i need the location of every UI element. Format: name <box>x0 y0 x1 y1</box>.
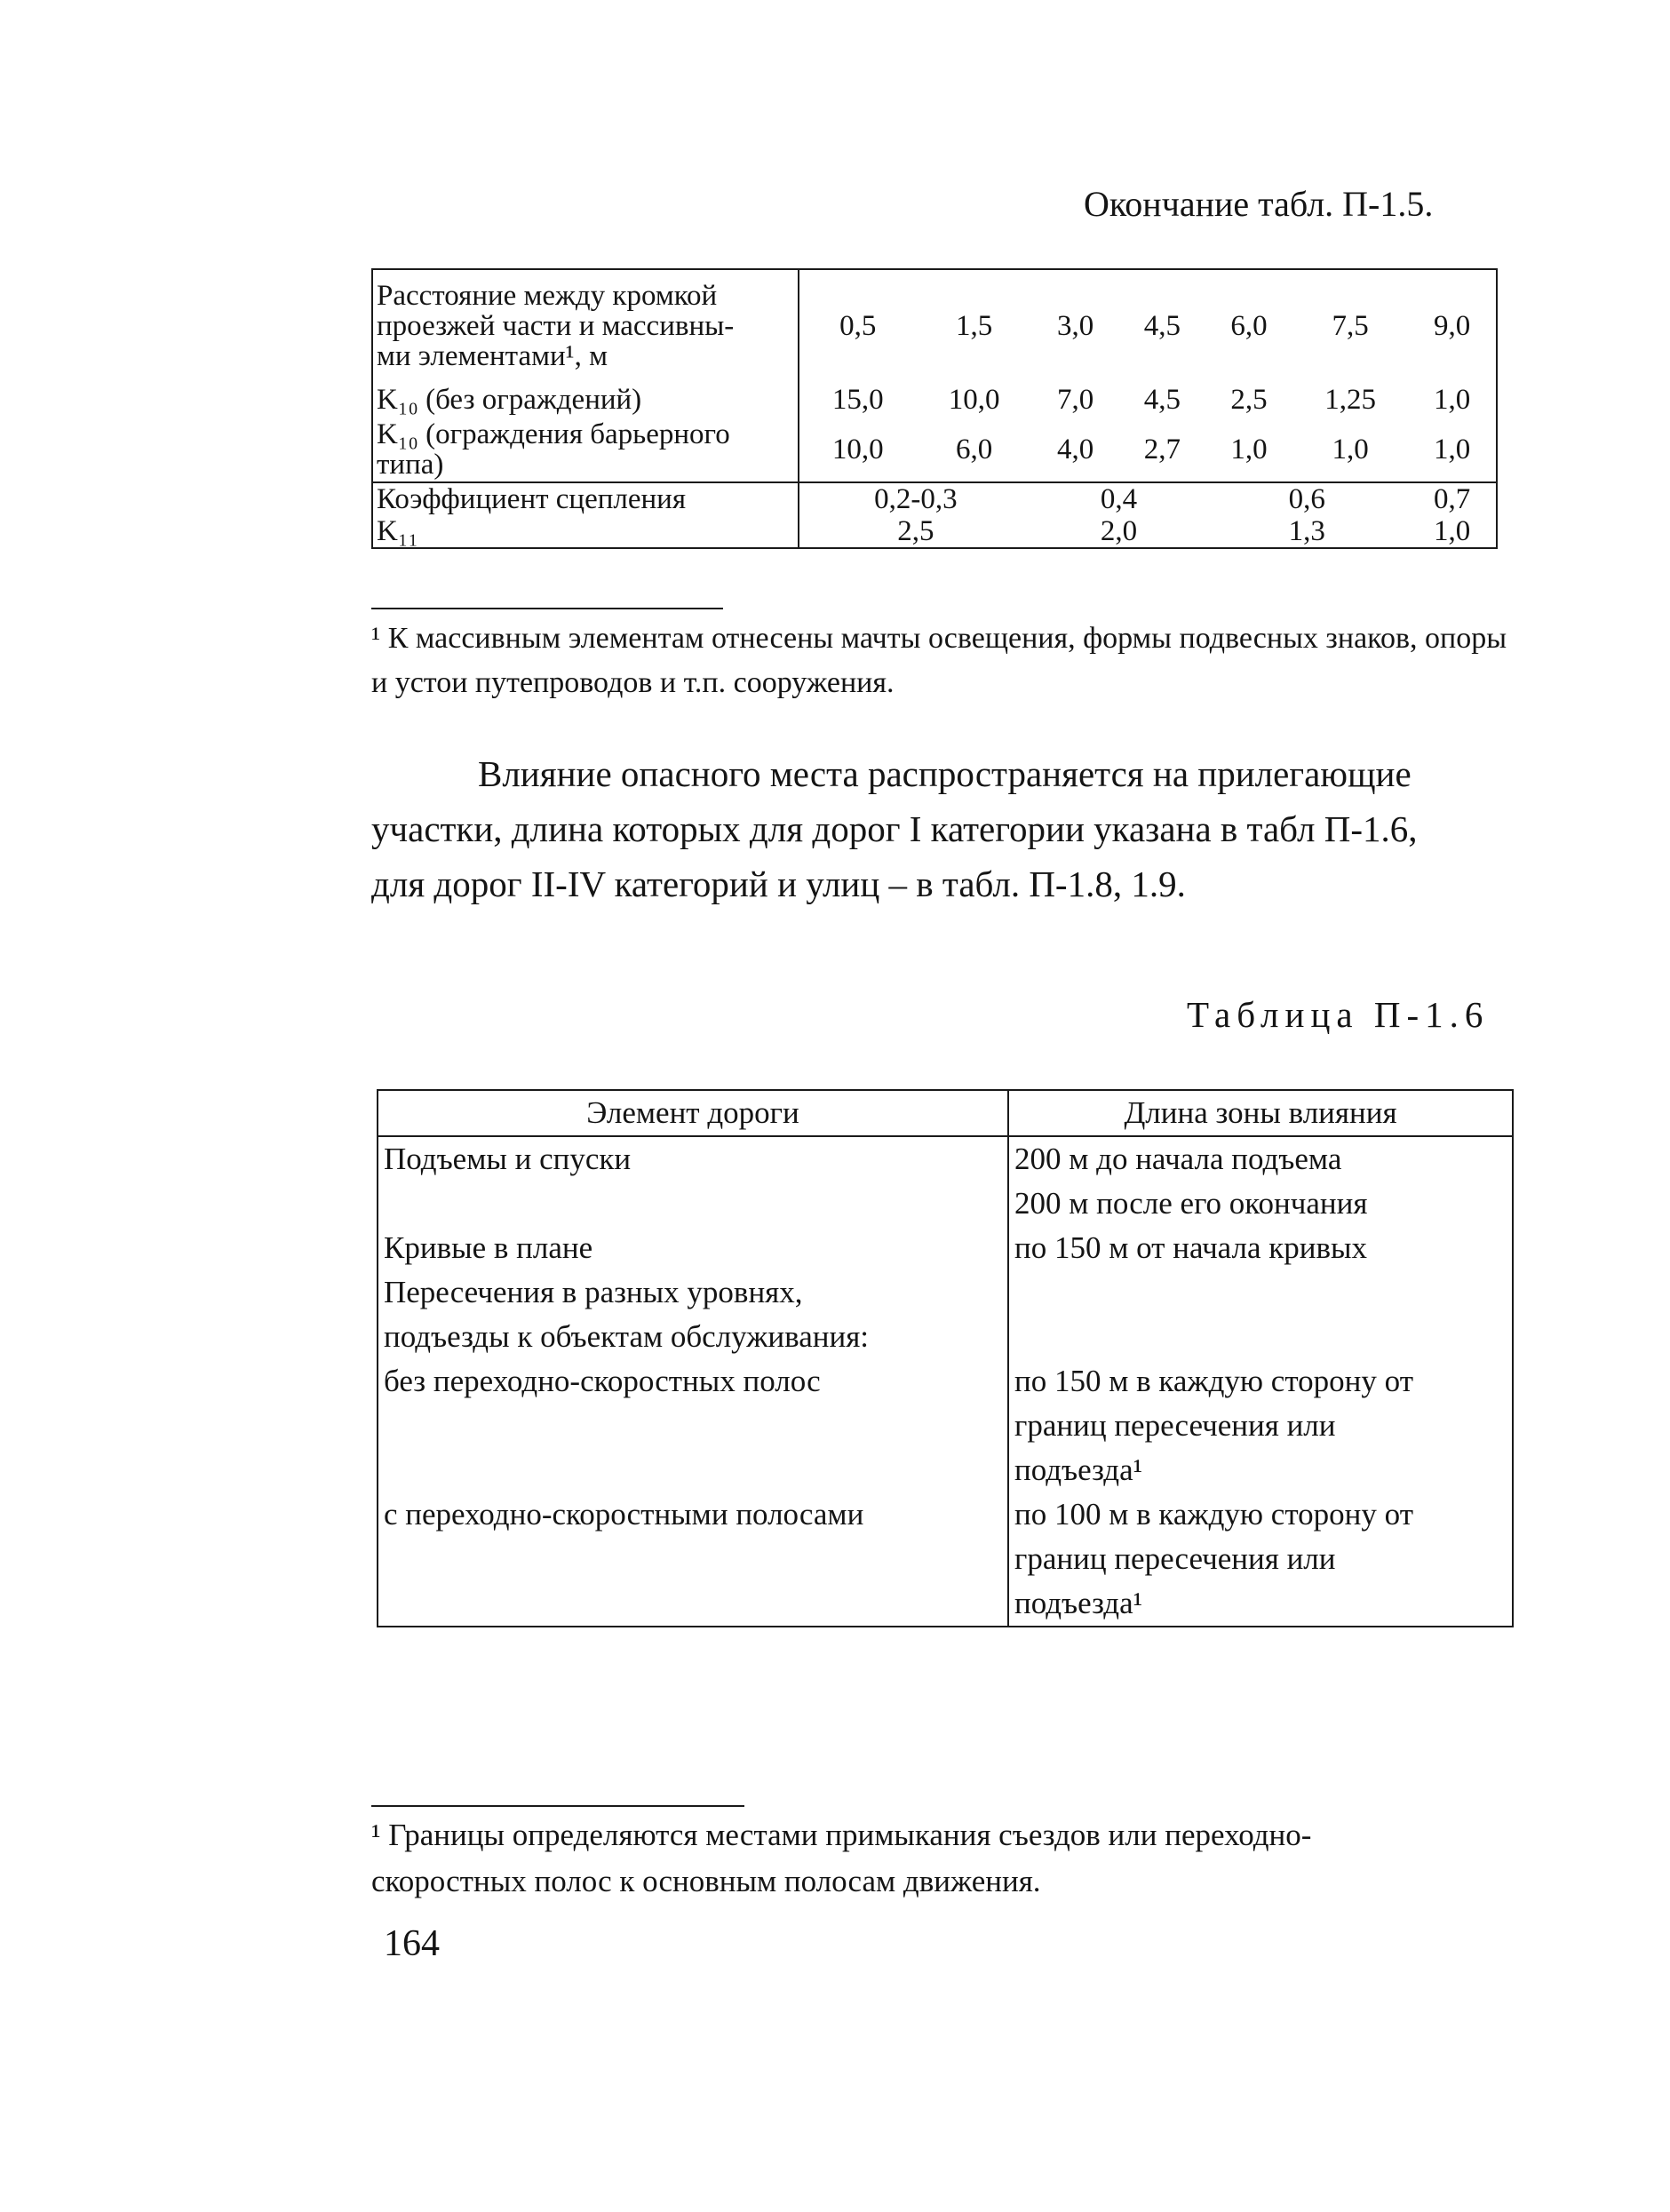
table-cell: 4,5 <box>1143 384 1181 416</box>
table-cell: 15,0 <box>831 384 884 416</box>
table-cell: 7,0 <box>1057 384 1094 416</box>
table-cell <box>1008 1270 1513 1359</box>
table-row <box>378 1359 1513 1492</box>
table-cell: 2,5 <box>897 515 934 547</box>
table-cell: 0,6 <box>1205 482 1408 515</box>
row-label: Коэффициент сцепления <box>372 482 799 515</box>
table-cell: 2,5 <box>1230 384 1268 416</box>
footnote-separator <box>371 608 723 609</box>
paragraph-line: участки, длина которых для дорог I категории указана в табл П-1.6, <box>371 808 1418 849</box>
row-label: K₁₁ <box>372 515 799 548</box>
table-cell: 0,2-0,3 <box>799 482 1032 515</box>
table-cell: 1,0 <box>1230 434 1268 465</box>
footnote-separator <box>371 1805 744 1807</box>
table-cell: 1,0 <box>1434 384 1471 416</box>
table-cell: 2,7 <box>1143 434 1181 465</box>
table-cell: 9,0 <box>1434 310 1471 342</box>
table-row <box>372 382 1497 418</box>
column-header: Длина зоны влияния <box>1008 1090 1513 1136</box>
table-cell: Подъемы и спуски <box>378 1136 1008 1226</box>
paragraph-line: для дорог II-IV категорий и улиц – в табл. П-1.8, 1.9. <box>371 863 1186 904</box>
table-1-6-caption: Таблица П-1.6 <box>1187 994 1490 1035</box>
table-row <box>372 515 1497 548</box>
table-cell: 1,0 <box>1434 434 1471 465</box>
table-cell: 0,5 <box>839 310 877 342</box>
table-row <box>372 418 1497 482</box>
table-cell: 10,0 <box>831 434 884 465</box>
table-cell: 3,0 <box>1057 310 1094 342</box>
table-row <box>372 482 1497 515</box>
body-paragraph <box>371 746 1523 911</box>
table-row <box>378 1226 1513 1270</box>
table-cell: 200 м до начала подъема 200 м после его окончания <box>1014 1142 1368 1221</box>
table-row <box>378 1136 1513 1226</box>
table-cell: Кривые в плане <box>378 1226 1008 1270</box>
table-cell: с переходно-скоростными полосами <box>378 1492 1008 1627</box>
table-cell: 2,0 <box>1100 515 1138 547</box>
row-label: Расстояние между кромкой проезжей части и массивны- ми элементами¹, м <box>372 269 799 382</box>
table-cell: 4,0 <box>1057 434 1094 465</box>
table-cell: 6,0 <box>1230 310 1268 342</box>
table-cell: 4,5 <box>1143 310 1181 342</box>
paragraph-line: Влияние опасного места распространяется на прилегающие <box>478 753 1412 794</box>
table-1-6 <box>377 1089 1514 1627</box>
table-cell: по 100 м в каждую сторону от границ пересечения или подъезда¹ <box>1014 1497 1413 1620</box>
table-row <box>378 1270 1513 1359</box>
footnote-2: ¹ Границы определяются местами примыкания съездов или переходно- скоростных полос к основным полосам движения. <box>371 1818 1312 1898</box>
table-cell: 0,4 <box>1032 482 1205 515</box>
table-1-5 <box>371 268 1498 549</box>
table-cell: без переходно-скоростных полос <box>378 1359 1008 1492</box>
table-cell: по 150 м от начала кривых <box>1014 1230 1368 1265</box>
table-cell: 0,7 <box>1408 482 1497 515</box>
row-label: K₁₀ (без ограждений) <box>372 382 799 418</box>
row-label: K₁₀ (ограждения барьерного типа) <box>372 418 799 482</box>
table-cell: 1,25 <box>1324 384 1376 416</box>
table-cell: 1,0 <box>1434 515 1471 547</box>
table-row <box>378 1492 1513 1627</box>
table-1-5-caption: Окончание табл. П-1.5. <box>1084 184 1434 224</box>
table-cell: по 150 м в каждую сторону от границ пересечения или подъезда¹ <box>1014 1364 1413 1487</box>
table-cell: Пересечения в разных уровнях, подъезды к объектам обслуживания: <box>378 1270 1008 1359</box>
footnote-1: ¹ К массивным элементам отнесены мачты освещения, формы подвесных знаков, опоры и устои путепроводов и т.п. сооружения. <box>371 622 1507 699</box>
table-cell: 6,0 <box>955 434 993 465</box>
table-cell: 1,5 <box>955 310 993 342</box>
table-cell: 7,5 <box>1332 310 1369 342</box>
table-header-row <box>378 1090 1513 1136</box>
table-cell: 10,0 <box>948 384 1000 416</box>
table-row <box>372 269 1497 382</box>
page-number: 164 <box>384 1923 440 1964</box>
table-cell: 1,0 <box>1332 434 1369 465</box>
table-cell: 1,3 <box>1288 515 1325 547</box>
column-header: Элемент дороги <box>378 1090 1008 1136</box>
